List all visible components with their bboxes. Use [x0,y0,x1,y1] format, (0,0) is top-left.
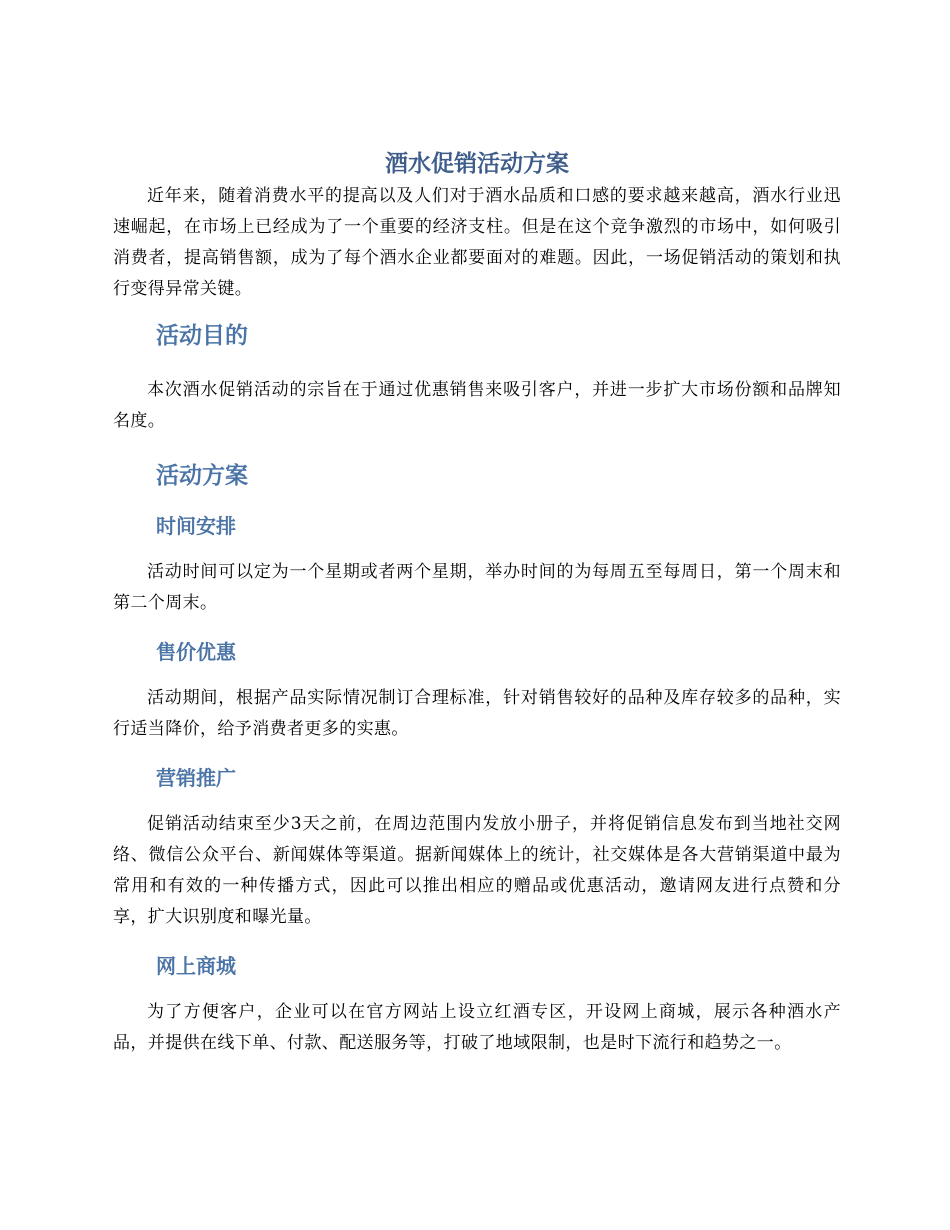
section-heading-purpose: 活动目的 [156,323,248,349]
subsection-heading-discount: 售价优惠 [156,640,236,664]
intro-paragraph: 近年来，随着消费水平的提高以及人们对于酒水品质和口感的要求越来越高，酒水行业迅速崛起，在市场上已经成为了一个重要的经济支柱。但是在这个竞争激烈的市场中，如何吸引消费者，提高销售额，成为了每个酒水企业都要面对的难题。因此，一场促销活动的策划和执行变得异常关键。 [113,186,841,299]
subsection-body-discount: 活动期间，根据产品实际情况制订合理标准，针对销售较好的品种及库存较多的品种，实行适当降价，给予消费者更多的实惠。 [113,688,841,739]
subsection-body-schedule: 活动时间可以定为一个星期或者两个星期，举办时间的为每周五至每周日，第一个周末和第二个周末。 [113,562,841,613]
document-title: 酒水促销活动方案 [385,151,569,177]
subsection-heading-marketing: 营销推广 [156,766,236,790]
section-heading-plan: 活动方案 [156,463,248,489]
document-page [113,147,841,1059]
subsection-heading-schedule: 时间安排 [156,514,236,538]
subsection-body-marketing: 促销活动结束至少3天之前，在周边范围内发放小册子，并将促销信息发布到当地社交网络、微信公众平台、新闻媒体等渠道。据新闻媒体上的统计，社交媒体是各大营销渠道中最为常用和有效的一种传播方式，因此可以推出相应的赠品或优惠活动，邀请网友进行点赞和分享，扩大识别度和曝光量。 [113,814,841,927]
subsection-body-online-store: 为了方便客户，企业可以在官方网站上设立红酒专区，开设网上商城，展示各种酒水产品，并提供在线下单、付款、配送服务等，打破了地域限制，也是时下流行和趋势之一。 [113,1002,841,1053]
subsection-heading-online-store: 网上商城 [156,954,236,978]
section-body-purpose: 本次酒水促销活动的宗旨在于通过优惠销售来吸引客户，并进一步扩大市场份额和品牌知名度。 [113,380,841,431]
